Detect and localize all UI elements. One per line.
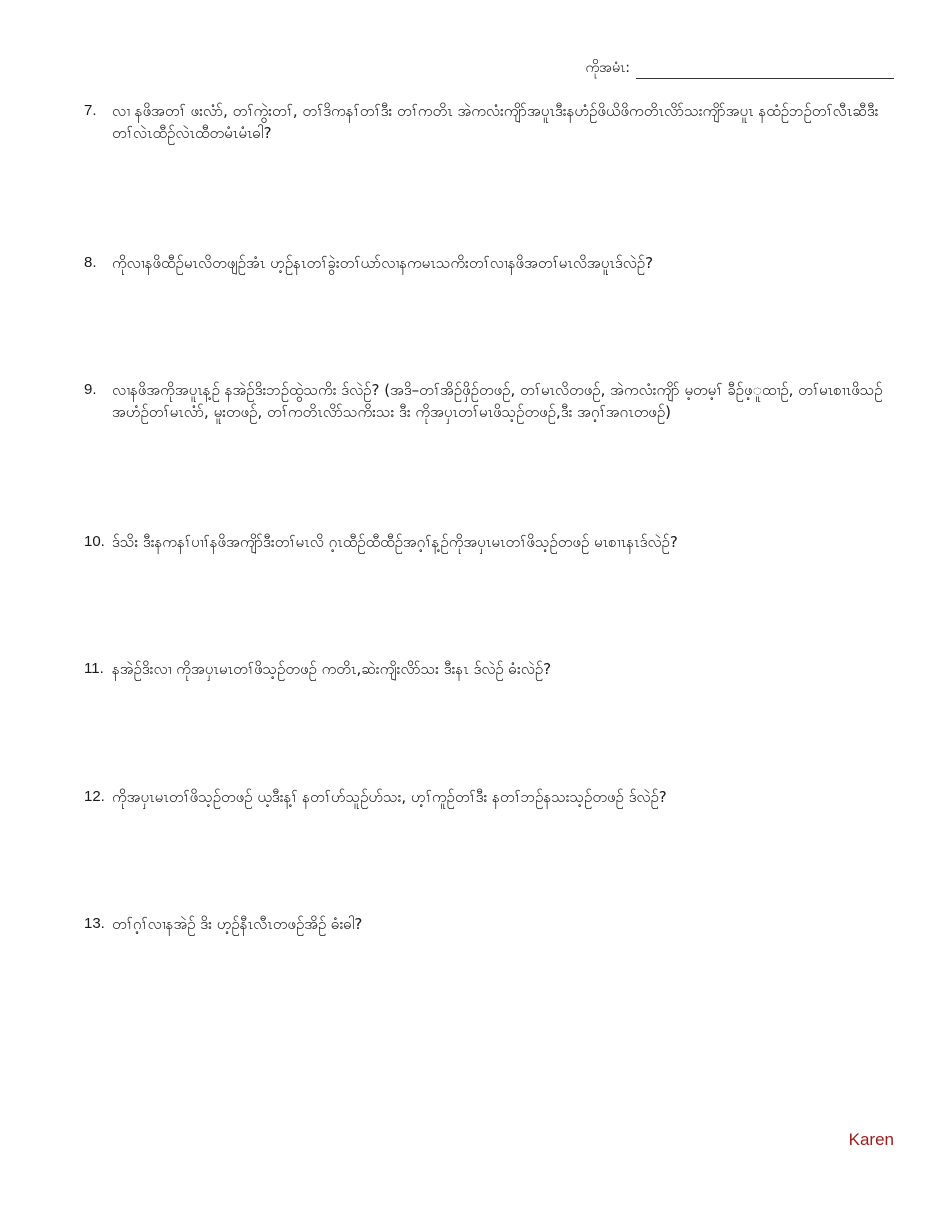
question-text: ကိုလၢနဖိထီဉ်မၤလိတဖျဉ်အံၤ ဟ့ဉ်နၤတၢ်ခွဲးတၢ်ယာ်လၢနကမၤသကိးတၢ်လၢနဖိအတၢ်မၤလိအပူၤဒ်လဲဉ်? [112, 254, 654, 272]
question-number: 11. [84, 660, 104, 677]
name-label: ကိုအမံၤ: [585, 60, 630, 76]
question-number: 10. [84, 533, 105, 550]
language-label: Karen [848, 1130, 894, 1149]
question-11 [84, 658, 884, 680]
question-12 [84, 786, 884, 808]
question-text: နအဲဉ်ဒိးလၢ ကိုအပှၤမၤတၢ်ဖိသ့ဉ်တဖဉ် ကတိၤ,ဆဲးကျိးလိာ်သး ဒီးနၤ ဒ်လဲဉ် ဓံးလဲဉ်? [112, 660, 552, 678]
question-10 [84, 531, 884, 553]
question-text: လၢ နဖိအတၢ် ဖးလံာ်, တၢ်ကွဲးတၢ်, တၢ်ဒိကနၢ်တၢ်ဒီး တၢ်ကတိၤ အဲကလံးကျိာ်အပူၤဒီးနဟံဉ်ဖိယိဖိကတိၤလိာ်သးကျိာ်အပူၤ နထံဉ်ဘဉ်တၢ်လီၤဆီဒီးတၢ်လဲၤထီဉ်လဲၤထီတမံၤမံၤဓါ? [112, 102, 879, 142]
question-9 [84, 379, 884, 423]
question-number: 7. [84, 102, 97, 119]
question-7 [84, 100, 884, 144]
question-8 [84, 252, 884, 274]
name-blank-line[interactable] [636, 64, 894, 79]
question-13 [84, 913, 884, 935]
question-text: လၢနဖိအကိုအပူၤန့ဉ် နအဲဉ်ဒိးဘဉ်ထွဲသကိး ဒ်လဲဉ်? (အဒိ–တၢ်အိဉ်ဖှိဉ်တဖဉ်, တၢ်မၤလိတဖဉ်, အဲကလံးကျိာ် မ့တမ့ၢ် ခီဉ်ဖ့ူထၢဉ်, တၢ်မၤစၢၤဖိသဉ်အဟံဉ်တၢ်မၤလံာ်, မူးတဖဉ်, တၢ်ကတိၤလိာ်သကိးသး ဒီး ကိုအပှၤတၢ်မၤဖိသ့ဉ်တဖဉ်,ဒီး အဂ့ၢ်အဂၤတဖဉ်) [112, 381, 883, 421]
question-number: 13. [84, 915, 105, 932]
question-text: ကိုအပှၤမၤတၢ်ဖိသ့ဉ်တဖဉ် ယ့ဒီးန့ၢ် နတၢ်ဟ်သူဉ်ဟ်သး, ဟ့ၢ်ကူဉ်တၢ်ဒီး နတၢ်ဘဉ်နသးသ့ဉ်တဖဉ် ဒ်လဲဉ်? [112, 788, 667, 806]
question-text: တၢ်ဂ့ၢ်လၢနအဲဉ် ဒိး ဟ့ဉ်နီၤလီၤတဖဉ်အိဉ် ဓံးဓါ? [112, 915, 363, 933]
question-number: 12. [84, 788, 105, 805]
question-number: 9. [84, 381, 97, 398]
question-number: 8. [84, 254, 97, 271]
question-text: ဒ်သိး ဒီးနကနၢ်ပၢၢ်နဖိအကျိာ်ဒီးတၢ်မၤလိ ဂ့ၤထီဉ်ထီထီဉ်အဂ့ၢ်န့ဉ်ကိုအပှၤမၤတၢ်ဖိသ့ဉ်တဖဉ် မၤစၢၤနၤဒ်လဲဉ်? [112, 533, 678, 551]
name-field[interactable] [585, 58, 894, 79]
